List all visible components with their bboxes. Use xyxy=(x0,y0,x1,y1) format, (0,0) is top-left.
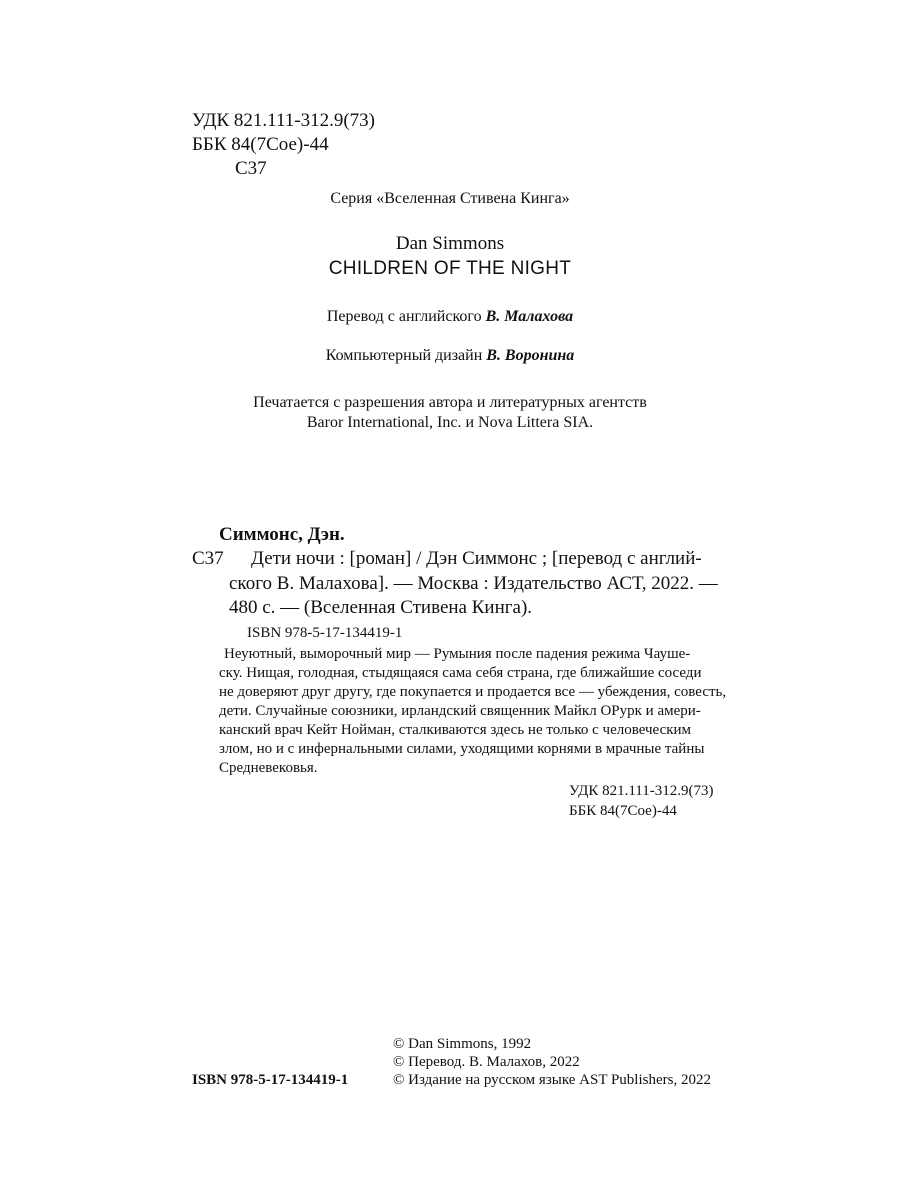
copyright-line: © Перевод. В. Малахов, 2022 xyxy=(393,1054,580,1070)
translation-credit xyxy=(0,308,900,326)
series-line: Серия «Вселенная Стивена Кинга» xyxy=(330,190,570,207)
annotation-line: канский врач Кейт Нойман, сталкиваются здесь не только с человеческим xyxy=(219,722,692,738)
permission-line-1: Печатается с разрешения автора и литературных агентств xyxy=(253,394,647,411)
translator-name: В. Малахова xyxy=(485,308,574,325)
copyright-line: © Dan Simmons, 1992 xyxy=(393,1036,532,1052)
copyright-line: © Издание на русском языке AST Publishers, 2022 xyxy=(393,1072,711,1088)
annotation-line: Средневековья. xyxy=(219,760,318,776)
catalog-bbk: ББК 84(7Сое)-44 xyxy=(569,803,677,819)
catalog-isbn: ISBN 978-5-17-134419-1 xyxy=(247,625,403,641)
author-sign-code: С37 xyxy=(235,158,267,179)
catalog-entry-line: ского В. Малахова]. — Москва : Издательство АСТ, 2022. — xyxy=(229,573,718,594)
catalog-entry-line: 480 с. — (Вселенная Стивена Кинга). xyxy=(229,597,533,618)
design-credit xyxy=(0,347,900,365)
original-title: CHILDREN OF THE NIGHT xyxy=(328,258,572,279)
annotation-line: не доверяют друг другу, где покупается и продается все — убеждения, совесть, xyxy=(219,684,727,700)
designer-name: В. Воронина xyxy=(486,347,575,364)
original-author: Dan Simmons xyxy=(395,233,505,254)
annotation-line: дети. Случайные союзники, ирландский священник Майкл ОРурк и амери- xyxy=(219,703,701,719)
design-prefix: Компьютерный дизайн xyxy=(325,347,483,364)
annotation-line: Неуютный, выморочный мир — Румыния после падения режима Чаушe- xyxy=(224,646,691,662)
bbk-code: ББК 84(7Сое)-44 xyxy=(192,134,329,155)
catalog-udk: УДК 821.111-312.9(73) xyxy=(569,783,714,799)
catalog-entry-line: Дети ночи : [роман] / Дэн Симмонс ; [перевод с англий- xyxy=(251,548,702,569)
permission-line-2: Baror International, Inc. и Nova Littera SIA. xyxy=(306,414,594,431)
translation-prefix: Перевод с английского xyxy=(326,308,482,325)
udk-code: УДК 821.111-312.9(73) xyxy=(192,110,375,131)
footer-isbn: ISBN 978-5-17-134419-1 xyxy=(192,1072,349,1088)
annotation-line: злом, но и с инфернальными силами, уходящими корнями в мрачные тайны xyxy=(219,741,705,757)
catalog-code: С37 xyxy=(192,548,224,569)
annotation-line: ску. Нищая, голодная, стыдящаяся сама себя страна, где ближайшие соседи xyxy=(219,665,702,681)
catalog-author-heading: Симмонс, Дэн. xyxy=(219,524,345,545)
